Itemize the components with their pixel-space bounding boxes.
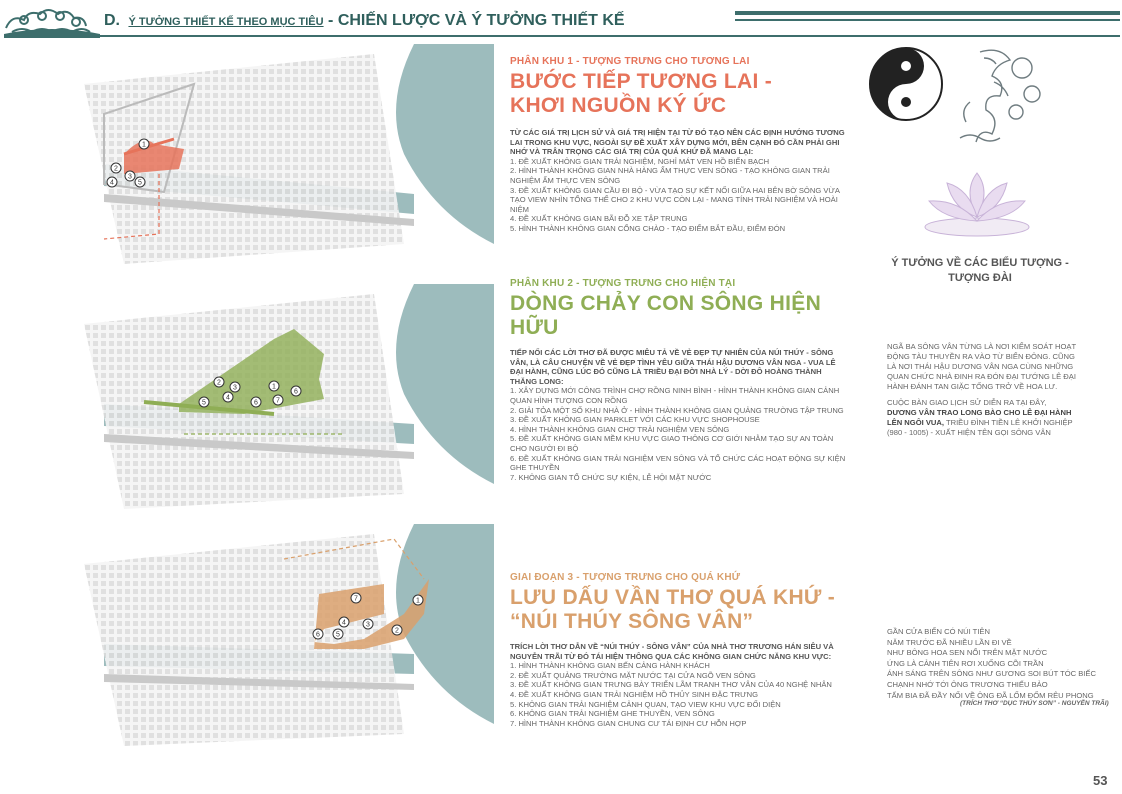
map2-num-1: 1 [272,383,276,391]
zone-3-text [510,572,850,728]
map3-num-3: 3 [366,621,370,629]
map1-num-3: 3 [128,173,132,181]
page-title: CHIẾN LƯỢC VÀ Ý TƯỞNG THIẾT KẾ [337,12,625,29]
map2-num-7: 7 [276,397,280,405]
zone-2-item: 4. HÌNH THÀNH KHÔNG GIAN CHỢ TRẢI NGHIỆM VEN SÔNG [510,424,730,434]
map3-num-7: 7 [354,595,358,603]
section-subtitle: Ý TƯỞNG THIẾT KẾ THEO MỤC TIÊU [128,16,324,28]
poem-line: TẤM BIA ĐÃ ĐẦY NỐI VỀ ÔNG ĐÃ LỐM ĐỐM RÊU PHONG [887,690,1094,700]
poem-line: ỨNG LÀ CẢNH TIÊN RƠI XUỐNG CÕI TRẦN [887,658,1044,668]
map2-num-5: 5 [202,399,206,407]
map1-num-2: 2 [114,165,118,173]
zone-1-item: 5. HÌNH THÀNH KHÔNG GIAN CỔNG CHÀO - TẠO ĐIỂM BẮT ĐẦU, ĐIỂM ĐÓN [510,223,786,233]
history-para-2-a: CUỘC BÀN GIAO LỊCH SỬ DIỄN RA TẠI ĐÂY, [887,398,1047,407]
zone-1-intro: TỪ CÁC GIÁ TRỊ LỊCH SỬ VÀ GIÁ TRỊ HIỆN TẠI TỪ ĐÓ TẠO NÊN CÁC ĐỊNH HƯỚNG TƯƠNG LAI TRONG KHU VỰC, NGOÀI SỰ ĐỀ XUẤT XÂY DỰNG MỚI, BÊN CẠNH ĐÓ CẦN PHẢI GHI NHỚ VÀ TRÂN TRỌNG CÁC GIÁ TRỊ CỦA QUÁ KHỨ ĐÃ MANG LẠI: [510,128,845,157]
zone-3-item: 5. KHÔNG GIAN TRẢI NGHIỆM CẢNH QUAN, TẠO VIEW KHU VỰC ĐỐI DIỆN [510,699,781,709]
poem-line: GẦN CỬA BIỂN CÓ NÚI TIÊN [887,627,990,636]
zone-3-item: 6. KHÔNG GIAN TRẢI NGHIỆM GHE THUYỀN, VEN SÔNG [510,709,715,719]
map-zone-2 [84,284,494,514]
map3-num-1: 1 [416,597,420,605]
map1-num-5: 5 [138,179,142,187]
map-zone-3 [84,524,494,749]
map2-num-4: 4 [226,394,230,402]
zone-2-item: 2. GIẢI TỎA MỘT SỐ KHU NHÀ Ở - HÌNH THÀNH KHÔNG GIAN QUẢNG TRƯỜNG TẬP TRUNG [510,405,844,415]
section-letter: D. [104,12,120,29]
poem-block [887,627,1097,701]
zone-2-label: PHÂN KHU 2 - TƯỢNG TRƯNG CHO HIỆN TẠI [510,278,736,289]
zone-2-item: 1. XÂY DỰNG MỚI CÔNG TRÌNH CHỢ RỒNG NINH BÌNH - HÌNH THÀNH KHÔNG GIAN CẢNH QUAN HÌNH TƯỢNG CON RỒNG [510,386,840,405]
map2-num-6a: 6 [254,399,258,407]
poem-line: CHẠNH NHỚ TỚI ÔNG TRƯƠNG THIẾU BẢO [887,679,1048,689]
poem-citation: (TRÍCH THƠ “DỤC THÚY SƠN” - NGUYỄN TRÃI) [960,700,1109,707]
map3-num-4: 4 [342,619,346,627]
lotus-icon [920,165,1035,240]
map-zone-1 [84,44,494,274]
poem-line: NHƯ BÔNG HOA SEN NỔI TRÊN MẶT NƯỚC [887,648,1048,658]
poem-line: ÁNH SÁNG TRÊN SÔNG NHƯ GƯƠNG SOI BÚT TÓC BIẾC [887,669,1096,679]
map2-num-6b: 6 [294,388,298,396]
zone-1-item: 2. HÌNH THÀNH KHÔNG GIAN NHÀ HÀNG ẨM THỰC VEN SÔNG - TẠO KHÔNG GIAN TRẢI NGHIỆM ẨM THỰC VEN SÔNG [510,166,830,185]
zone-3-item: 1. HÌNH THÀNH KHÔNG GIAN BẾN CẢNG HÀNH KHÁCH [510,661,710,671]
zone-1-title-2: KHƠI NGUỒN KÝ ỨC [510,94,727,117]
symbol-title-1: Ý TƯỞNG VỀ CÁC BIỂU TƯỢNG - [891,257,1069,269]
map3-num-5: 5 [336,631,340,639]
zone-1-text [510,56,845,234]
zone-3-item: 4. ĐỀ XUẤT KHÔNG GIAN TRẢI NGHIỆM HỒ THỦY SINH ĐẶC TRƯNG [510,689,758,699]
history-para-2-b: TRIỀU ĐÌNH TIỀN LÊ KHỞI NGHIỆP (980 - 1005) - XUẤT HIỆN TÊN GỌI SÔNG VÂN [887,418,1073,437]
history-para-1: NGÃ BA SÔNG VÂN TỪNG LÀ NƠI KIỂM SOÁT HOẠT ĐỘNG TÀU THUYỀN RA VÀO TỪ BIỂN ĐÔNG. CŨNG LÀ NƠI THÁI HẬU DƯƠNG VÂN NGA CÙNG NHỮNG QUAN CHỨC NHÀ ĐINH RA ĐÓN ĐẠI TƯỚNG LÊ ĐẠI HÀNH ĐÁNH TAN GIẶC TỐNG TRỞ VỀ HOA LƯ. [887,342,1076,391]
zone-3-title-1: LƯU DẤU VẦN THƠ QUÁ KHỨ - [510,586,836,609]
symbol-title-2: TƯỢNG ĐÀI [948,272,1012,284]
zone-3-title-2: “NÚI THÚY SÔNG VÂN” [510,610,754,633]
zone-1-item: 4. ĐỀ XUẤT KHÔNG GIAN BÃI ĐỖ XE TẬP TRUNG [510,214,688,224]
separator: - [328,12,338,29]
zone-2-item: 7. KHÔNG GIAN TỔ CHỨC SỰ KIỆN, LỄ HỘI MẶT NƯỚC [510,472,712,482]
symbol-title [880,256,1080,286]
cloud-motif-icon [2,4,102,38]
zone-2-text [510,278,850,482]
history-text [887,342,1077,438]
zone-2-item: 3. ĐỀ XUẤT KHÔNG GIAN PARKLET VỚI CÁC KHU VỰC SHOPHOUSE [510,415,760,425]
zone-1-item: 3. ĐỀ XUẤT KHÔNG GIAN CẦU ĐI BỘ - VỪA TẠO SỰ KẾT NỐI GIỮA HAI BÊN BỜ SÔNG VỪA TẠO VIEW NHÌN TỔNG THỂ CHO 2 KHU VỰC CÒN LẠI - MANG TÍNH TRẢI NGHIỆM VÀ HOÀI NIỆM [510,185,840,214]
zone-3-label: GIAI ĐOẠN 3 - TƯỢNG TRƯNG CHO QUÁ KHỨ [510,572,741,583]
zone-2-title: DÒNG CHẢY CON SÔNG HIỆN HỮU [510,292,822,339]
zone-1-item: 1. ĐỀ XUẤT KHÔNG GIAN TRẢI NGHIỆM, NGHỈ MÁT VEN HỒ BIỂN BẠCH [510,156,770,166]
dragon-icon [940,42,1050,172]
history-para-2 [887,398,1077,438]
map3-num-2: 2 [395,627,399,635]
zone-1-title-1: BƯỚC TIẾP TƯƠNG LAI - [510,70,773,93]
page-number: 53 [1093,773,1108,788]
zone-2-intro: TIẾP NỐI CÁC LỜI THƠ ĐÃ ĐƯỢC MIÊU TẢ VỀ VẺ ĐẸP TỰ NHIÊN CỦA NÚI THÚY - SÔNG VÂN, LÀ CÂU CHUYỆN VỀ VẺ ĐẸP TÌNH YÊU GIỮA THÁI HẬU DƯƠNG VÂN NGA - VUA LÊ ĐẠI HÀNH, CŨNG LÚC ĐÓ CŨNG LÀ TRIỀU ĐẠI ĐỜI NHÀ LÝ - DỜI ĐÔ HOÀNG THÀNH THĂNG LONG: [510,348,836,386]
zone-3-item: 3. ĐỀ XUẤT KHÔNG GIAN TRƯNG BÀY TRIỂN LÃM TRANH THƠ VÂN CỦA 40 NGHỆ NHÂN [510,680,832,690]
map3-num-6: 6 [316,631,320,639]
map2-num-3: 3 [233,384,237,392]
map1-num-4: 4 [110,179,114,187]
zone-2-item: 6. ĐỀ XUẤT KHÔNG GIAN TRẢI NGHIỆM VEN SÔNG VÀ TỔ CHỨC CÁC HOẠT ĐỘNG SỰ KIỆN GHE THUYỀN [510,453,846,473]
zone-3-item: 7. HÌNH THÀNH KHÔNG GIAN CHUNG CƯ TÁI ĐỊNH CƯ HỖN HỢP [510,718,747,728]
zone-3-intro: TRÍCH LỜI THƠ DẪN VỀ “NÚI THÚY - SÔNG VÂN” CỦA NHÀ THƠ TRƯƠNG HÁN SIÊU VÀ NGUYỄN TRÃI TỪ ĐÓ TÁI HIỆN THÔNG QUA CÁC KHÔNG GIAN CHỨC NĂNG KHU VỰC: [510,642,834,661]
map2-num-2: 2 [217,379,221,387]
map1-num-1: 1 [142,141,146,149]
history-para-2-bold: DƯƠNG VÂN TRAO LONG BÀO CHO LÊ ĐẠI HÀNH LÊN NGÔI VUA, [887,408,1072,427]
zone-3-item: 2. ĐỀ XUẤT QUẢNG TRƯỜNG MẶT NƯỚC TẠI CỬA NGÕ VEN SÔNG [510,670,756,680]
yin-yang-icon [866,44,946,124]
zone-2-item: 5. ĐỀ XUẤT KHÔNG GIAN MỀM KHU VỰC GIAO THÔNG CƠ GIỚI NHẰM TẠO SỰ AN TOÀN CHO NGƯỜI ĐI BỘ [510,434,834,453]
poem-line: NĂM TRƯỚC ĐÃ NHIỀU LẦN ĐI VỀ [887,637,1012,647]
zone-1-label: PHÂN KHU 1 - TƯỢNG TRƯNG CHO TƯƠNG LAI [510,56,750,67]
